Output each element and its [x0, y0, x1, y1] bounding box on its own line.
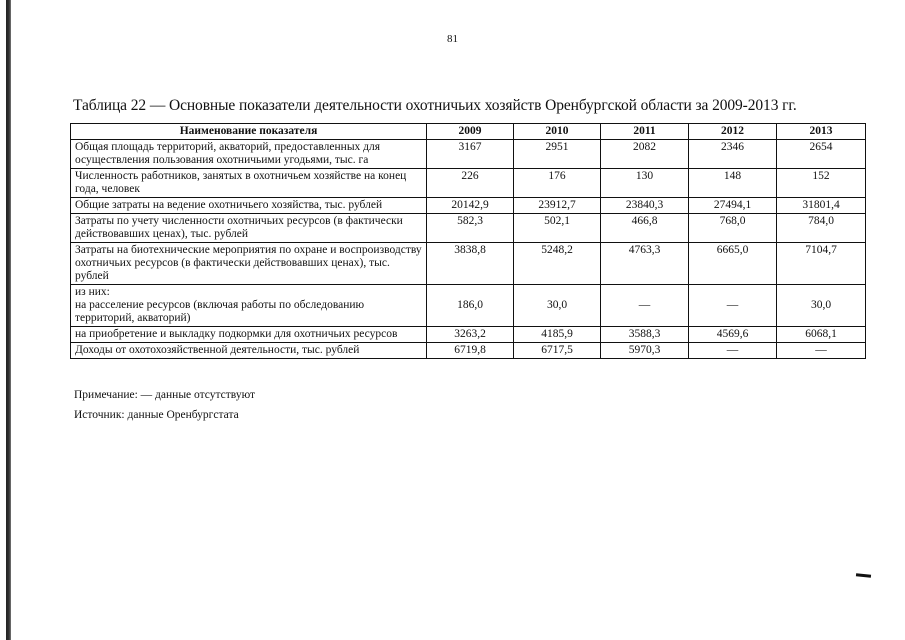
row-label: на приобретение и выкладку подкормки для охотничьих ресурсов: [71, 327, 427, 343]
cell-2011: 23840,3: [601, 198, 689, 214]
row-label: Затраты по учету численности охотничьих ресурсов (в фактически действовавших ценах), тыс. рублей: [71, 214, 427, 243]
row-label-intro: из них:: [75, 286, 110, 298]
cell-2010: 4185,9: [514, 327, 601, 343]
header-indicator: Наименование показателя: [71, 124, 427, 140]
page-number: 81: [447, 33, 458, 45]
table-row: [71, 198, 866, 214]
table-row: [71, 285, 866, 327]
table-row: [71, 327, 866, 343]
cell-2009: 226: [427, 169, 514, 198]
cell-2010: [514, 285, 601, 327]
row-label: [71, 285, 427, 327]
cell-2013: 7104,7: [777, 243, 866, 285]
cell-2009: [427, 285, 514, 327]
row-label: Общие затраты на ведение охотничьего хозяйства, тыс. рублей: [71, 198, 427, 214]
cell-2012: —: [689, 343, 777, 359]
header-2013: 2013: [777, 124, 866, 140]
cell-2013: —: [777, 343, 866, 359]
cell-value: —: [638, 299, 651, 311]
table-header-row: [71, 124, 866, 140]
cell-2012: 6665,0: [689, 243, 777, 285]
cell-2013: 784,0: [777, 214, 866, 243]
cell-2012: [689, 285, 777, 327]
row-label: Общая площадь территорий, акваторий, предоставленных для осуществления пользования охотничьими угодьями, тыс. га: [71, 140, 427, 169]
cell-2009: 3263,2: [427, 327, 514, 343]
cell-2010: 23912,7: [514, 198, 601, 214]
margin-mark: [856, 573, 871, 578]
cell-2013: 31801,4: [777, 198, 866, 214]
header-2011: 2011: [601, 124, 689, 140]
scan-edge-shadow: [6, 0, 11, 640]
row-label-text: на расселение ресурсов (включая работы по обследованию территорий, акваторий): [75, 299, 365, 324]
header-2009: 2009: [427, 124, 514, 140]
cell-2012: 27494,1: [689, 198, 777, 214]
cell-2012: 768,0: [689, 214, 777, 243]
cell-2010: 176: [514, 169, 601, 198]
row-label: Доходы от охотохозяйственной деятельности, тыс. рублей: [71, 343, 427, 359]
cell-2012: 4569,6: [689, 327, 777, 343]
row-label: Затраты на биотехнические мероприятия по охране и воспроизводству охотничьих ресурсов (в фактически действовавших ценах), тыс. рублей: [71, 243, 427, 285]
cell-2009: 3838,8: [427, 243, 514, 285]
cell-2011: 130: [601, 169, 689, 198]
table-row: [71, 214, 866, 243]
cell-2010: 6717,5: [514, 343, 601, 359]
cell-2010: 502,1: [514, 214, 601, 243]
table-row: [71, 343, 866, 359]
table-title: Таблица 22 — Основные показатели деятельности охотничьих хозяйств Оренбургской области за 2009-2013 гг.: [73, 97, 797, 114]
cell-2011: [601, 285, 689, 327]
table-row: [71, 243, 866, 285]
cell-2011: 4763,3: [601, 243, 689, 285]
cell-2011: 2082: [601, 140, 689, 169]
cell-value: 30,0: [810, 299, 832, 311]
cell-2009: 3167: [427, 140, 514, 169]
cell-value: 30,0: [546, 299, 568, 311]
table-note: Примечание: — данные отсутствуют: [74, 389, 256, 401]
cell-2011: 466,8: [601, 214, 689, 243]
cell-2012: 148: [689, 169, 777, 198]
table-row: [71, 140, 866, 169]
cell-2013: 152: [777, 169, 866, 198]
cell-2009: 6719,8: [427, 343, 514, 359]
cell-2013: [777, 285, 866, 327]
cell-2010: 2951: [514, 140, 601, 169]
header-2012: 2012: [689, 124, 777, 140]
cell-value: —: [726, 299, 739, 311]
cell-2009: 20142,9: [427, 198, 514, 214]
header-2010: 2010: [514, 124, 601, 140]
row-label: Численность работников, занятых в охотничьем хозяйстве на конец года, человек: [71, 169, 427, 198]
indicators-table: [70, 123, 866, 359]
cell-2013: 2654: [777, 140, 866, 169]
table-row: [71, 169, 866, 198]
cell-2009: 582,3: [427, 214, 514, 243]
table-source: Источник: данные Оренбургстата: [74, 409, 239, 421]
cell-2012: 2346: [689, 140, 777, 169]
cell-2010: 5248,2: [514, 243, 601, 285]
cell-2013: 6068,1: [777, 327, 866, 343]
cell-value: 186,0: [457, 299, 483, 311]
cell-2011: 5970,3: [601, 343, 689, 359]
cell-2011: 3588,3: [601, 327, 689, 343]
